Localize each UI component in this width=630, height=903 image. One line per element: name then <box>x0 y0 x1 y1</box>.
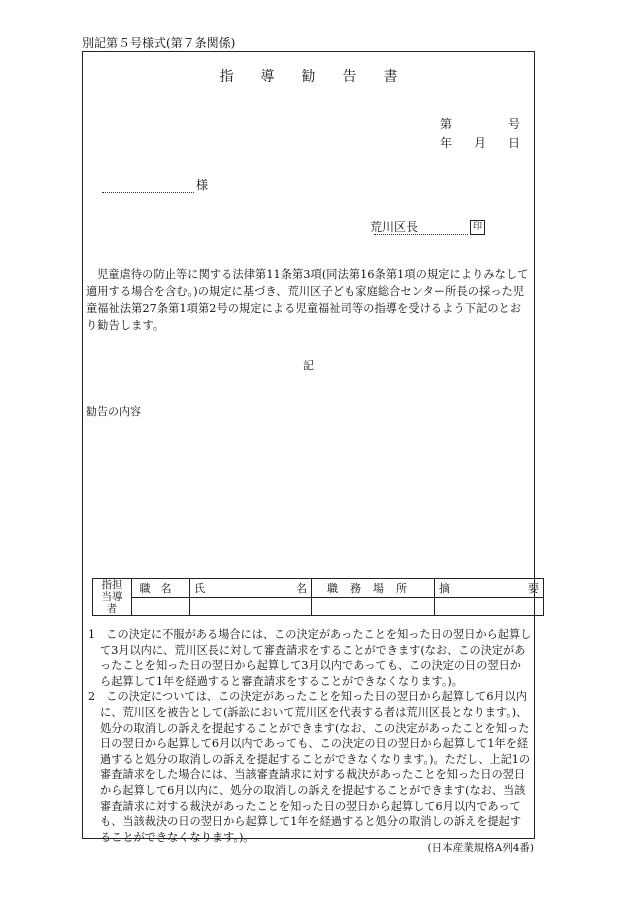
recommendation-body: 児童虐待の防止等に関する法律第11条第3項(同法第16条第1項の規定によりみなして適用する場合を含む。)の規定に基づき、荒川区子ども家庭総合センター所長の採った児童福祉法第27条第1項第2号の規定による児童福祉司等の指導を受けるよう下記のとおり勧告します。 <box>86 268 529 332</box>
document-number-date <box>440 115 520 153</box>
issuer-line <box>370 218 485 235</box>
recommendation-content-label: 勧告の内容 <box>86 405 141 418</box>
appeal-notes <box>88 627 532 845</box>
date-month: 月 <box>473 136 486 150</box>
issuer-name: 荒川区長 <box>370 220 419 234</box>
seal-mark: 印 <box>470 220 485 235</box>
cell-name[interactable] <box>190 597 312 616</box>
number-suffix: 号 <box>507 117 520 131</box>
ki-heading: 記 <box>303 359 314 372</box>
addressee-blank <box>102 180 194 193</box>
cell-remarks[interactable] <box>435 597 544 616</box>
cell-job-title[interactable] <box>132 597 190 616</box>
note-1: 1 この決定に不服がある場合には、この決定があったことを知った日の翌日から起算して3月以内に、荒川区長に対して審査請求をすることができます(なお、この決定があったことを知った日の翌日から起算して3月以内であっても、この決定の日の翌日から起算して1年を経過すると審査請求をすることができなくなります。)。 <box>88 628 532 688</box>
document-title: 指導勧告書 <box>219 69 425 85</box>
col-remarks-left: 摘 <box>439 581 450 595</box>
paper-spec: (日本産業規格A列4番) <box>427 842 534 854</box>
col-name-right: 名 <box>296 581 307 595</box>
col-remarks <box>435 579 544 598</box>
date-day: 日 <box>507 136 520 150</box>
col-workplace: 職務場所 <box>312 579 435 598</box>
staff-table <box>92 578 544 616</box>
number-prefix: 第 <box>440 117 453 131</box>
col-name <box>190 579 312 598</box>
date-year: 年 <box>440 136 453 150</box>
col-name-left: 氏 <box>194 581 205 595</box>
addressee-line <box>102 176 208 193</box>
staff-row-header: 指担当導者 <box>93 579 132 616</box>
note-2: 2 この決定については、この決定があったことを知った日の翌日から起算して6月以内に、荒川区を被告として(訴訟において荒川区を代表する者は荒川区長となります。)、処分の取消しの訴えを提起することができます(なお、この決定があったことを知った日の翌日から起算して6月以内であっても、この決定の日の翌日から起算して1年を経過すると処分の取消しの訴えを提起することができなくなります。)。ただし、上記1の審査請求をした場合には、当該審査請求に対する裁決があったことを知った日の翌日から起算して6月以内に、処分の取消しの訴えを提起することができます(なお、当該審査請求に対する裁決があったことを知った日の翌日から起算して6月以内であっても、当該裁決の日の翌日から起算して1年を経過すると処分の取消しの訴えを提起することができなくなります。)。 <box>88 690 531 844</box>
issuer-underline <box>374 220 468 235</box>
cell-workplace[interactable] <box>312 597 435 616</box>
col-remarks-right: 要 <box>528 581 539 595</box>
form-number-label: 別記第５号様式(第７条関係) <box>82 36 236 50</box>
addressee-honorific: 様 <box>196 178 209 192</box>
col-job-title: 職名 <box>132 579 190 598</box>
